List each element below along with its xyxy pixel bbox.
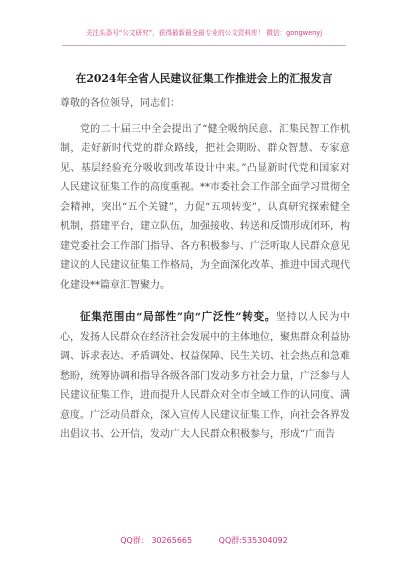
header-divider xyxy=(62,45,346,46)
document-title: 在2024年全省人民建议征集工作推进会上的汇报发言 xyxy=(75,72,333,85)
footer-contacts xyxy=(0,535,408,546)
section-heading: 征集范围由“局部性”向“广泛性”转变。 xyxy=(80,311,276,323)
salutation: 尊敬的各位领导，同志们： xyxy=(60,98,180,109)
paragraph-2-text: 坚持以人民为中心，发扬人民群众在经济社会发展中的主体地位，聚焦群众利益协调、诉求表达、矛盾调处、权益保障、民生关切、社会热点和急难愁盼，统筹协调和指导各级各部门发动多方社会力量，广泛参与人民建议征集工作，进而提升人民群众对全市全域工作的认同度、满意度。广泛动员群众，深入宣传人民建议征集工作，向社会各界发出倡议书、公开信，发动广大人民群众积极参与，形成“广而告 xyxy=(60,312,351,440)
footer-qq-group-1: QQ群： 30265665 xyxy=(120,536,193,545)
footer-qq-group-2: QQ群:535304092 xyxy=(218,536,288,545)
header-promo-text: 关注头条号“公文研究”，获得最新最全最专业的公文资料库！ 微信：gongwenyj xyxy=(85,29,323,37)
document-body xyxy=(60,94,350,445)
paragraph-2 xyxy=(60,308,350,445)
paragraph-1: 党的二十届三中全会提出了“健全吸纳民意、汇集民智工作机制，走好新时代党的群众路线，把社会期盼、群众智慧、专家意见、基层经验充分吸收到改革设计中来。”凸显新时代党和国家对人民建议征集工作的高度重视。**市委社会工作部全面学习贯彻全会精神，突出“五个关键”，力促“五项转变”，认真研究探索健全机制，搭建平台，建立队伍，加强接收、转送和反馈形成闭环，构建党委社会工作部门指导、各方积极参与、广泛听取人民群众意见建议的人民建议征集工作格局，为全面深化改革、推进中国式现代化建设**篇章汇智聚力。 xyxy=(60,123,350,291)
